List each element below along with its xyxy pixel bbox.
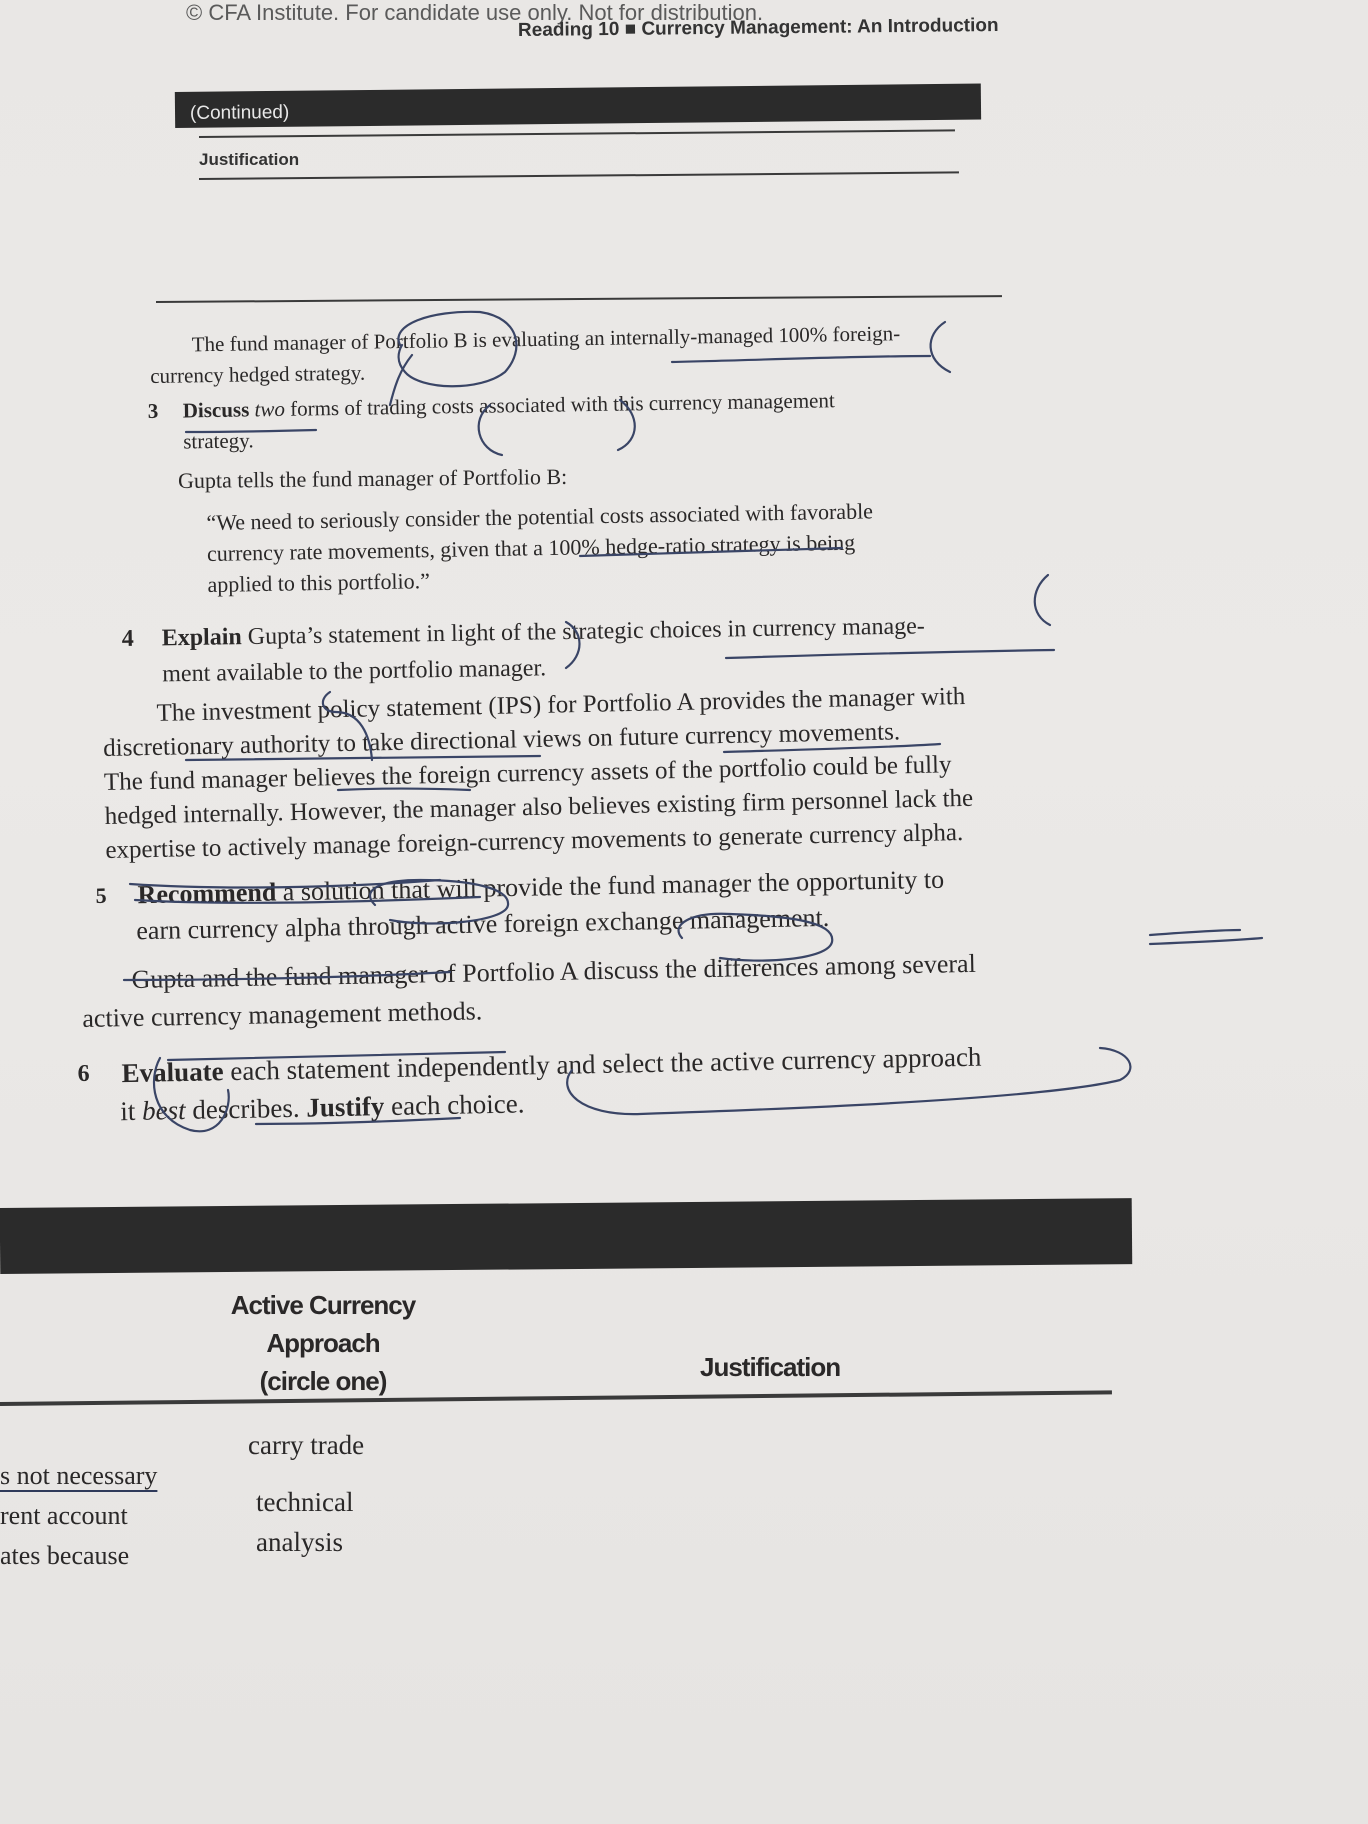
question-text-line: ment available to the portfolio manager. xyxy=(162,655,547,688)
table-rule xyxy=(199,129,955,138)
justification-heading: Justification xyxy=(199,150,300,169)
question-text: Gupta’s statement in light of the strategic choices in currency manage- xyxy=(247,613,925,651)
reading-title: Reading 10 ■ Currency Management: An Introduction xyxy=(517,14,999,41)
statement-fragment xyxy=(0,1456,157,1576)
gupta-discussion-a xyxy=(81,942,1122,1038)
portfolio-b-intro xyxy=(150,316,1031,392)
emphasis: best xyxy=(141,1094,186,1126)
table-rule xyxy=(0,1390,1112,1406)
question-text: a solution that will provide the fund manager the opportunity to xyxy=(282,864,945,907)
question-number: 6 xyxy=(77,1060,90,1088)
statement-line: ates because xyxy=(0,1541,130,1570)
underline-mark xyxy=(1150,930,1240,935)
active-currency-approach-heading: Active Currency Approach (circle one) xyxy=(230,1290,416,1396)
paragraph-line: discretionary authority to take directional views on future currency movements. xyxy=(102,718,901,763)
question-number: 3 xyxy=(147,398,159,424)
paragraph-line: expertise to actively manage foreign-currency movements to generate currency alpha. xyxy=(105,819,964,864)
approach-option-carry-trade[interactable]: carry trade xyxy=(248,1430,365,1460)
justification-column-heading: Justification xyxy=(700,1352,841,1382)
paragraph-line: The fund manager of Portfolio B is evaluating an internally-managed 100% foreign- xyxy=(191,321,901,357)
bottom-table-header-bar xyxy=(0,1198,1132,1274)
gupta-quote xyxy=(206,493,1027,600)
question-text-line: earn currency alpha through active foreign exchange management. xyxy=(136,902,830,946)
question-text: forms of trading costs associated with this currency management xyxy=(289,388,835,421)
directive-verb: Evaluate xyxy=(121,1056,224,1089)
continued-table-header-bar xyxy=(175,84,981,128)
quote-line: “We need to seriously consider the potential costs associated with favorable xyxy=(206,498,874,536)
table-rule xyxy=(199,171,959,180)
question-3 xyxy=(148,382,1029,458)
paragraph-line: Gupta and the fund manager of Portfolio A discuss the differences among several xyxy=(131,948,977,995)
paragraph-line: hedged internally. However, the manager also believes existing firm personnel lack the xyxy=(104,784,974,830)
copyright-notice: © CFA Institute. For candidate use only. Not for distribution. xyxy=(186,0,764,25)
directive-verb: Justify xyxy=(306,1091,385,1123)
question-number: 5 xyxy=(95,882,107,909)
directive-verb: Recommend xyxy=(137,877,277,910)
paragraph-line: active currency management methods. xyxy=(82,996,483,1033)
paragraph-line: currency hedged strategy. xyxy=(150,360,366,388)
quote-line: currency rate movements, given that a 100% hedge-ratio strategy is being xyxy=(206,529,856,566)
question-number: 4 xyxy=(121,625,134,653)
emphasis: two xyxy=(254,396,286,422)
continued-label: (Continued) xyxy=(189,101,290,124)
gupta-intro-b: Gupta tells the fund manager of Portfolio B: xyxy=(177,463,568,493)
statement-line: s not necessary xyxy=(0,1461,158,1490)
statement-line: rent account xyxy=(0,1501,128,1530)
question-text: each statement independently and select the active currency approach xyxy=(230,1041,982,1087)
question-5 xyxy=(95,859,1076,950)
question-text-line: strategy. xyxy=(183,428,254,454)
directive-verb: Discuss xyxy=(182,397,250,423)
question-text-line: it best describes. Justify each choice. xyxy=(120,1088,525,1127)
approach-option-technical-analysis[interactable]: technical analysis xyxy=(256,1487,354,1557)
ips-portfolio-a xyxy=(102,677,1105,868)
question-6 xyxy=(77,1035,1138,1131)
paragraph-line: The investment policy statement (IPS) for Portfolio A provides the manager with xyxy=(156,682,966,727)
table-bottom-rule xyxy=(156,295,1002,303)
quote-line: applied to this portfolio.” xyxy=(207,568,431,597)
underline-mark xyxy=(1150,938,1262,944)
directive-verb: Explain xyxy=(161,624,242,652)
paragraph-line: The fund manager believes the foreign currency assets of the portfolio could be fully xyxy=(103,751,952,796)
